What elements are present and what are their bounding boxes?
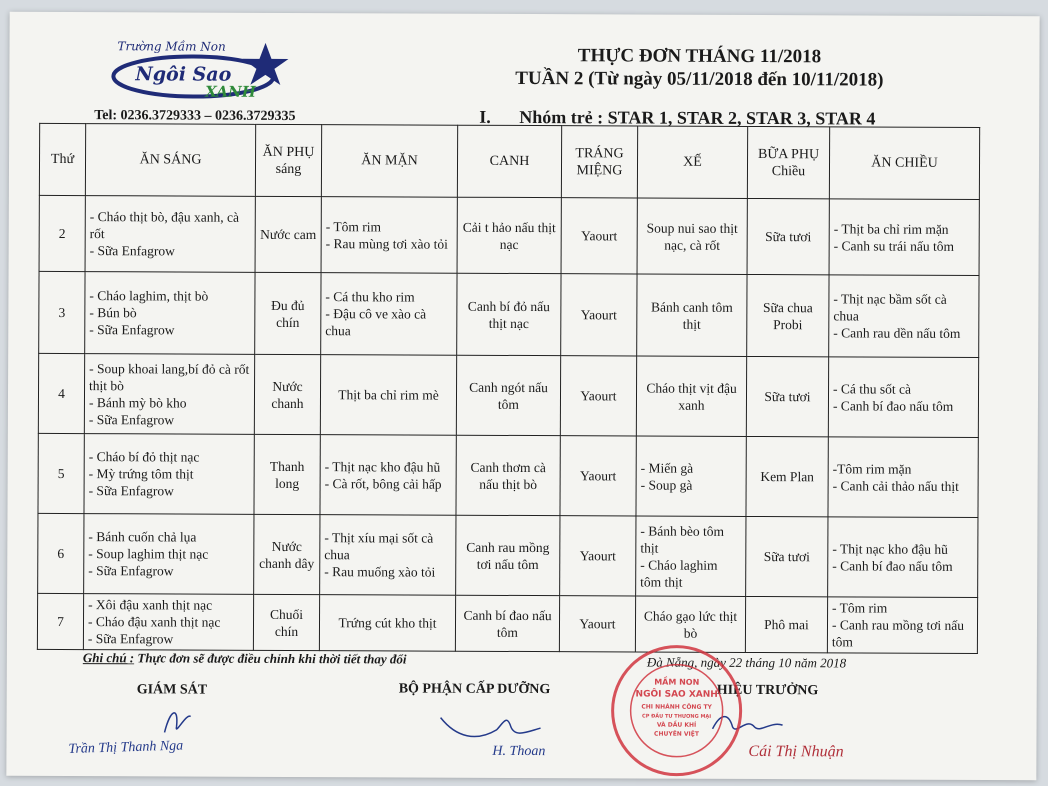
afternoon-snack-cell: Sữa chua Probi	[747, 274, 829, 356]
main-cell	[320, 355, 456, 436]
section-number: I.	[479, 106, 491, 127]
title-week: TUẦN 2 (Từ ngày 05/11/2018 đến 10/11/2018)	[515, 67, 884, 91]
table-row	[38, 513, 978, 597]
day-cell: 5	[38, 433, 84, 513]
day-cell: 4	[38, 353, 84, 433]
list-item: Trứng cút kho thịt	[338, 615, 437, 631]
list-item: - Sữa Enfagrow	[88, 483, 174, 499]
list-item: - Cháo đậu xanh thịt nạc	[87, 614, 221, 630]
school-logo	[105, 36, 295, 107]
afternoon-snack-cell: Phô mai	[745, 596, 827, 652]
list-item: Thịt ba chỉ rim mè	[338, 387, 439, 403]
table-row	[38, 353, 978, 437]
logo-text-top: Trường Mầm Non	[117, 39, 226, 54]
list-item: - Canh cải thảo nấu thịt	[832, 477, 959, 494]
soup-cell: Cải t hảo nấu thịt nạc	[457, 197, 561, 273]
list-item: - Bánh cuốn chả lụa	[88, 529, 197, 545]
supervisor-title: GIÁM SÁT	[136, 682, 208, 698]
list-item: Cháo thịt vịt đậu xanh	[646, 380, 737, 413]
dessert-cell: Yaourt	[559, 596, 635, 652]
day-cell: 3	[39, 271, 85, 353]
breakfast-cell	[84, 514, 254, 595]
stamp-line: VÀ DẦU KHÍ	[656, 721, 697, 729]
soup-cell: Canh thơm cà nấu thịt bò	[456, 435, 560, 515]
list-item: - Canh rau dền nấu tôm	[833, 325, 961, 341]
list-item: - Bánh bèo tôm thịt	[640, 523, 725, 556]
list-item: - Sữa Enfagrow	[89, 243, 175, 259]
footnote	[83, 650, 407, 667]
list-item: - Cháo thịt bò, đậu xanh, cà rốt	[89, 209, 240, 242]
soup-cell: Canh ngót nấu tôm	[456, 355, 560, 435]
list-item: - Soup gà	[640, 477, 693, 493]
stamp-line: NGÔI SAO XANH	[635, 689, 718, 700]
main-cell	[321, 273, 457, 356]
school-stamp	[606, 640, 747, 781]
phone-numbers: Tel: 0236.3729333 – 0236.3729335	[94, 108, 296, 125]
list-item: - Thịt nạc bầm sốt cà chua	[833, 291, 947, 324]
day-cell: 6	[38, 513, 84, 593]
list-item: - Thịt xíu mại sốt cà chua	[324, 530, 434, 563]
breakfast-cell	[85, 272, 255, 355]
list-item: Bánh canh tôm thịt	[650, 299, 733, 332]
list-item: - Canh rau mồng tơi nấu tôm	[831, 617, 965, 650]
dinner-cell	[828, 357, 978, 438]
list-item: - Canh su trái nấu tôm	[833, 237, 955, 254]
header-day: Thứ	[39, 123, 85, 195]
soup-cell: Canh rau mồng tơi nấu tôm	[456, 515, 560, 595]
list-item: - Soup laghim thịt nạc	[88, 546, 209, 562]
list-item: - Bánh mỳ bò kho	[88, 394, 187, 411]
list-item: - Sữa Enfagrow	[88, 411, 175, 427]
dinner-cell	[829, 275, 979, 358]
logo-text-sub: XANH	[205, 82, 256, 101]
list-item: - Sữa Enfagrow	[88, 563, 174, 579]
dessert-cell: Yaourt	[560, 516, 636, 596]
dessert-cell: Yaourt	[561, 198, 637, 274]
supervisor-signature	[157, 702, 197, 738]
main-cell	[320, 515, 456, 596]
list-item: - Thịt ba chỉ rim mặn	[833, 220, 949, 237]
table-row	[38, 433, 978, 517]
list-item: - Tôm rim	[325, 218, 382, 234]
dessert-cell: Yaourt	[560, 356, 636, 436]
list-item: - Miến gà	[640, 460, 694, 476]
list-item: - Sữa Enfagrow	[89, 322, 175, 338]
list-item: - Soup khoai lang,bí đỏ cà rốt thịt bò	[89, 360, 250, 393]
list-item: -Tôm rim mặn	[832, 460, 912, 477]
note-label: Ghi chú :	[82, 650, 135, 666]
logo-text-main: Ngôi Sao	[135, 63, 232, 86]
header-soup: CANH	[457, 125, 561, 197]
header-morning-snack: ĂN PHỤ sáng	[255, 124, 321, 196]
list-item: Cháo gạo lức thịt bò	[643, 608, 738, 641]
list-item: - Sữa Enfagrow	[87, 631, 174, 647]
list-item: - Tôm rim	[832, 600, 888, 616]
afternoon-cell	[636, 516, 746, 596]
main-cell	[320, 435, 456, 516]
afternoon-cell	[637, 274, 747, 356]
list-item: - Đậu cô ve xào cà chua	[325, 306, 427, 339]
kitchen-signature	[436, 708, 546, 744]
list-item: - Mỳ trứng tôm thịt	[88, 466, 194, 482]
morning-snack-cell: Chuối chín	[253, 594, 319, 650]
list-item: - Cà rốt, bông cải hấp	[324, 475, 442, 492]
day-cell: 7	[37, 593, 83, 649]
afternoon-snack-cell: Sữa tươi	[746, 516, 828, 596]
dinner-cell	[827, 597, 977, 654]
list-item: - Cá thu sốt cà	[833, 380, 912, 397]
list-item: - Xôi đậu xanh thịt nạc	[88, 597, 213, 613]
main-cell	[319, 595, 455, 652]
kitchen-title: BỘ PHẬN CẤP DƯỠNG	[398, 681, 551, 698]
table-row	[39, 195, 979, 275]
dinner-cell	[828, 437, 978, 518]
morning-snack-cell: Nước cam	[255, 196, 321, 272]
list-item: - Canh bí đao nấu tôm	[832, 557, 953, 574]
dinner-cell	[828, 517, 978, 598]
list-item: - Canh bí đao nấu tôm	[832, 397, 954, 414]
afternoon-cell	[636, 436, 746, 516]
list-item: - Cá thu kho rim	[325, 289, 415, 305]
table-row	[39, 271, 979, 357]
day-cell: 2	[39, 195, 85, 271]
breakfast-cell	[84, 354, 254, 435]
stamp-graphic	[606, 640, 747, 781]
header-breakfast: ĂN SÁNG	[85, 124, 255, 197]
dessert-cell: Yaourt	[560, 436, 636, 516]
school-logo-graphic	[105, 36, 295, 107]
afternoon-snack-cell: Sữa tươi	[746, 356, 828, 436]
title-month: THỰC ĐƠN THÁNG 11/2018	[577, 45, 822, 68]
afternoon-cell	[637, 198, 747, 274]
soup-cell: Canh bí đao nấu tôm	[455, 595, 559, 651]
breakfast-cell	[85, 196, 255, 273]
list-item: - Thịt nạc kho đậu hũ	[324, 458, 441, 475]
menu-title	[439, 44, 959, 92]
principal-name: Cái Thị Nhuận	[748, 742, 844, 761]
list-item: - Cháo laghim, thịt bò	[89, 288, 209, 304]
dinner-cell	[829, 199, 979, 276]
afternoon-snack-cell: Kem Plan	[746, 436, 828, 516]
morning-snack-cell: Nước chanh dây	[254, 514, 320, 594]
stamp-line: CP ĐẦU TƯ THƯƠNG MẠI	[642, 713, 712, 720]
list-item: Soup nui sao thịt nạc, cà rốt	[646, 220, 738, 253]
stamp-line: CHUYÊN VIỆT	[654, 730, 700, 738]
supervisor-name: Trần Thị Thanh Nga	[68, 738, 184, 758]
morning-snack-cell: Đu đủ chín	[255, 272, 321, 354]
main-cell	[321, 197, 457, 274]
header-dessert: TRÁNG MIỆNG	[561, 126, 637, 198]
header-main: ĂN MẶN	[321, 125, 457, 198]
place-date: Đà Nẵng, ngày 22 tháng 10 năm 2018	[646, 654, 847, 671]
afternoon-cell	[636, 356, 746, 436]
list-item: - Cháo bí đỏ thịt nạc	[88, 449, 200, 465]
stamp-line: CHI NHÁNH CÔNG TY	[641, 703, 712, 711]
list-item: - Thịt nạc kho đậu hũ	[832, 540, 948, 557]
note-text: Thực đơn sẽ được điều chỉnh khi thời tiết thay đổi	[134, 650, 407, 667]
morning-snack-cell: Nước chanh	[254, 354, 320, 434]
kitchen-name: H. Thoan	[492, 743, 546, 760]
list-item: - Rau mùng tơi xào tỏi	[325, 235, 448, 252]
breakfast-cell	[83, 594, 253, 651]
breakfast-cell	[84, 434, 254, 515]
dessert-cell: Yaourt	[561, 274, 637, 356]
header-dinner: ĂN CHIỀU	[829, 127, 979, 200]
afternoon-snack-cell: Sữa tươi	[747, 198, 829, 274]
list-item: - Rau muống xào tỏi	[324, 564, 436, 580]
principal-title: HIỆU TRƯỞNG	[716, 682, 819, 699]
header-row	[39, 123, 979, 199]
list-item: - Cháo laghim tôm thịt	[640, 557, 718, 590]
table-row	[37, 593, 977, 653]
morning-snack-cell: Thanh long	[254, 434, 320, 514]
menu-table	[37, 123, 980, 654]
header-afternoon: XẾ	[637, 126, 747, 198]
soup-cell: Canh bí đỏ nấu thịt nạc	[457, 273, 561, 355]
list-item: - Bún bò	[89, 305, 137, 321]
menu-sheet	[6, 12, 1039, 780]
header-afternoon-snack: BỮA PHỤ Chiều	[747, 126, 829, 198]
stamp-line: MẦM NON	[654, 677, 700, 687]
group-text: Nhóm trẻ : STAR 1, STAR 2, STAR 3, STAR 4	[519, 106, 876, 129]
